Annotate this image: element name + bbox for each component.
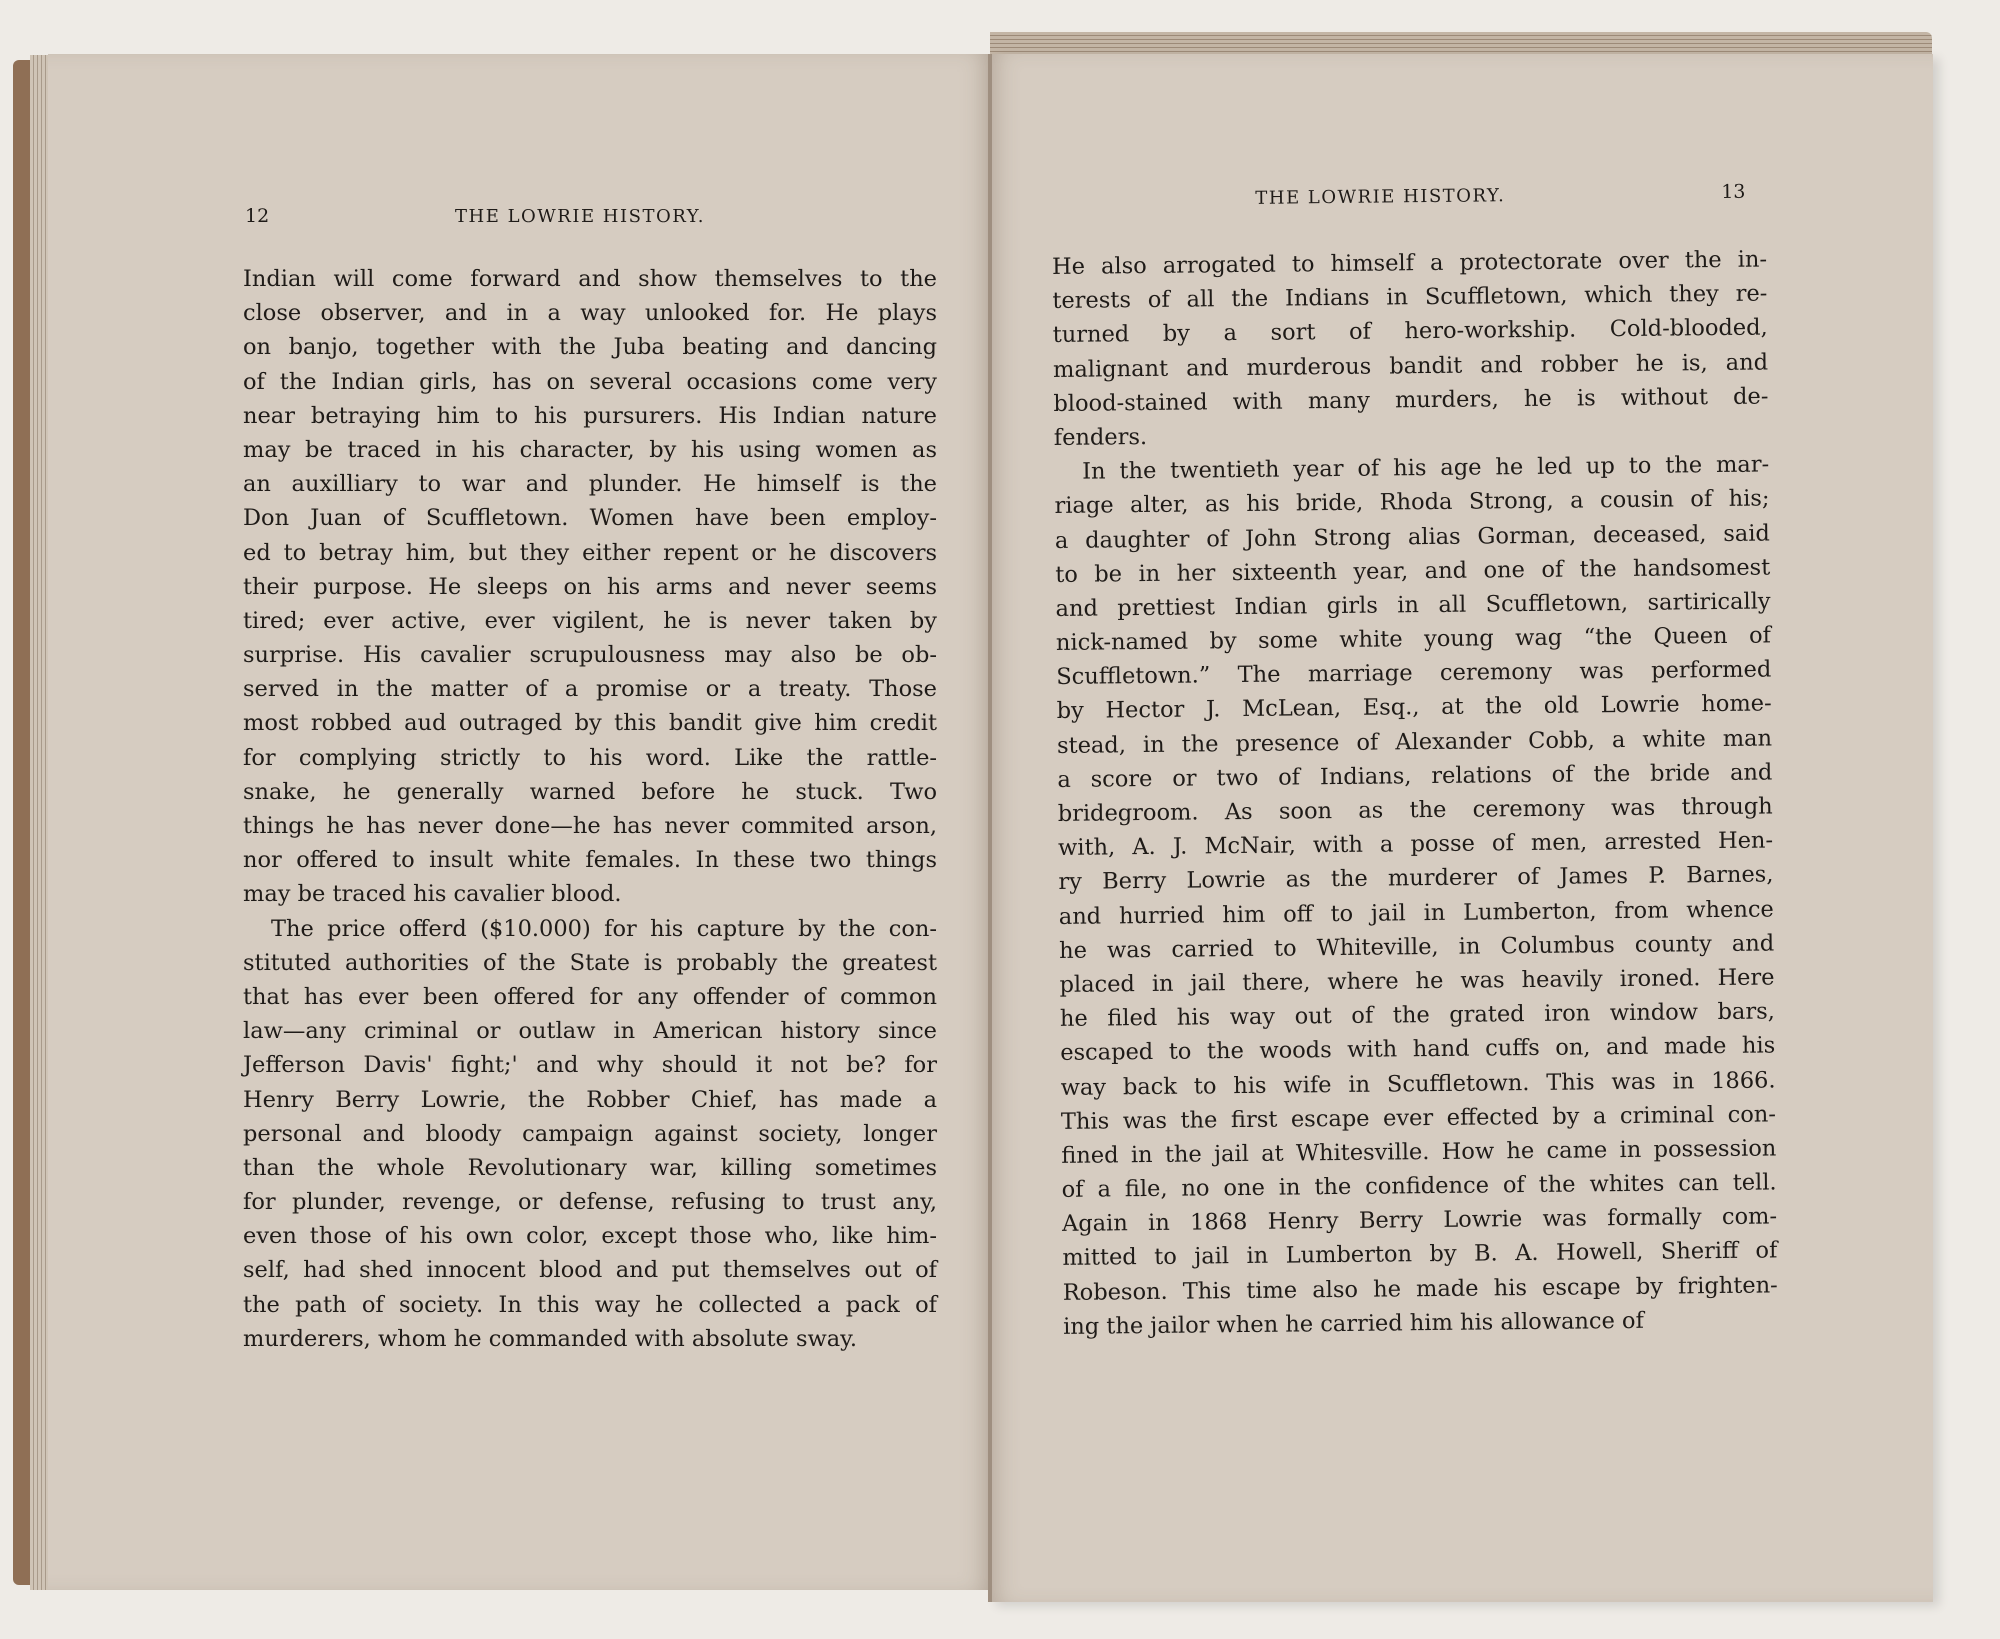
text-line: tired; ever active, ever vigilent, he is never taken by bbox=[243, 607, 937, 634]
text-line: bridegroom. As soon as the ceremony was through bbox=[1057, 793, 1773, 827]
text-line: nor offered to insult white females. In these two things bbox=[243, 847, 937, 874]
text-line: to be in her sixteenth year, and one of the handsomest bbox=[1055, 554, 1771, 588]
text-line: he was carried to Whiteville, in Columbus county and bbox=[1059, 930, 1775, 964]
text-line: served in the matter of a promise or a treaty. Those bbox=[243, 676, 937, 703]
text-line: blood-stained with many murders, he is without de- bbox=[1053, 383, 1769, 417]
text-line: a daughter of John Strong alias Gorman, deceased, said bbox=[1054, 519, 1770, 554]
text-line: This was the first escape ever effected by a criminal con- bbox=[1060, 1101, 1777, 1135]
text-line: mitted to jail in Lumberton by B. A. Howell, Sheriff of bbox=[1062, 1237, 1778, 1272]
text-line: for plunder, revenge, or defense, refusing to trust any, bbox=[243, 1189, 937, 1216]
text-line: In the twentieth year of his age he led up to the mar- bbox=[1082, 451, 1770, 485]
text-line: close observer, and in a way unlooked for. He plays bbox=[243, 300, 937, 327]
text-line: malignant and murderous bandit and robber he is, and bbox=[1052, 349, 1769, 383]
running-head-right: THE LOWRIE HISTORY. bbox=[1255, 185, 1506, 209]
text-line: Indian will come forward and show themselves to the bbox=[243, 266, 937, 292]
text-line: and hurried him off to jail in Lumberton, from whence bbox=[1058, 896, 1774, 930]
text-line: of the Indian girls, has on several occasions come very bbox=[243, 368, 937, 395]
text-line: placed in jail there, where he was heavily ironed. Here bbox=[1059, 964, 1775, 998]
text-line: by Hector J. McLean, Esq., at the old Lowrie home- bbox=[1056, 690, 1772, 725]
text-line: Don Juan of Scuffletown. Women have been employ- bbox=[243, 505, 937, 532]
text-line: terests of all the Indians in Scuffletown, which they re- bbox=[1052, 280, 1768, 315]
text-line: Henry Berry Lowrie, the Robber Chief, has made a bbox=[243, 1086, 937, 1113]
text-line: self, had shed innocent blood and put themselves out of bbox=[243, 1257, 937, 1284]
text-line: may be traced in his character, by his using women as bbox=[243, 436, 937, 463]
text-line: Scuffletown.” The marriage ceremony was performed bbox=[1056, 656, 1772, 691]
text-line: with, A. J. McNair, with a posse of men, arrested Hen- bbox=[1057, 827, 1774, 862]
text-line: he filed his way out of the grated iron window bars, bbox=[1059, 998, 1775, 1033]
text-line: Robeson. This time also he made his escape by frighten- bbox=[1062, 1272, 1778, 1306]
text-line: even those of his own color, except those who, like him- bbox=[243, 1223, 937, 1250]
text-line: ed to betray him, but they either repent or he discovers bbox=[243, 539, 937, 566]
text-line: the path of society. In this way he collected a pack of bbox=[243, 1291, 937, 1318]
text-line: riage alter, as his bride, Rhoda Strong, a cousin of his; bbox=[1054, 485, 1770, 520]
text-line: things he has never done—he has never commited arson, bbox=[243, 813, 937, 839]
text-line: most robbed aud outraged by this bandit give him credit bbox=[243, 710, 937, 737]
text-line: Again in 1868 Henry Berry Lowrie was formally com- bbox=[1061, 1203, 1778, 1238]
text-line: for complying strictly to his word. Like the rattle- bbox=[243, 744, 937, 771]
text-line: and prettiest Indian girls in all Scuffletown, sartirically bbox=[1055, 588, 1771, 622]
text-line: law—any criminal or outlaw in American history since bbox=[243, 1018, 937, 1045]
text-line: turned by a sort of hero-workship. Cold-blooded, bbox=[1052, 314, 1768, 349]
text-line: fined in the jail at Whitesville. How he came in possession bbox=[1061, 1135, 1777, 1169]
text-line: murderers, whom he commanded with absolute sway. bbox=[243, 1325, 858, 1352]
text-line: a score or two of Indians, relations of the bride and bbox=[1057, 759, 1773, 793]
page-number-left: 12 bbox=[245, 205, 270, 227]
text-line: personal and bloody campaign against society, longer bbox=[243, 1120, 937, 1147]
text-line: snake, he generally warned before he stuck. Two bbox=[243, 778, 937, 805]
text-line: their purpose. He sleeps on his arms and never seems bbox=[243, 573, 937, 600]
text-line: ing the jailor when he carried him his allowance of bbox=[1062, 1307, 1644, 1340]
text-line: ry Berry Lowrie as the murderer of James P. Barnes, bbox=[1058, 861, 1774, 896]
page-number-right: 13 bbox=[1721, 180, 1746, 203]
text-line: an auxilliary to war and plunder. He himself is the bbox=[243, 471, 937, 498]
text-line: Jefferson Davis' fight;' and why should it not be? for bbox=[243, 1052, 937, 1079]
text-line: that has ever been offered for any offender of common bbox=[243, 983, 937, 1010]
text-line: fenders. bbox=[1053, 423, 1148, 451]
text-line: escaped to the woods with hand cuffs on, and made his bbox=[1060, 1032, 1776, 1067]
text-line: than the whole Revolutionary war, killing sometimes bbox=[243, 1154, 937, 1181]
text-line: near betraying him to his pursurers. His Indian nature bbox=[243, 402, 937, 429]
running-head-left: THE LOWRIE HISTORY. bbox=[455, 206, 705, 227]
text-line: surprise. His cavalier scrupulousness may also be ob- bbox=[243, 642, 937, 669]
right-page-text bbox=[1052, 242, 1778, 1343]
text-line: way back to his wife in Scuffletown. This was in 1866. bbox=[1060, 1066, 1776, 1101]
text-line: stead, in the presence of Alexander Cobb, a white man bbox=[1056, 725, 1773, 759]
text-line: stituted authorities of the State is probably the greatest bbox=[243, 949, 937, 976]
text-line: The price offerd ($10.000) for his capture by the con- bbox=[271, 915, 937, 942]
text-line: nick-named by some white young wag “the Queen of bbox=[1055, 622, 1772, 657]
text-line: may be traced his cavalier blood. bbox=[243, 881, 622, 908]
text-line: on banjo, together with the Juba beating and dancing bbox=[243, 334, 937, 361]
text-line: of a file, no one in the confidence of the whites can tell. bbox=[1061, 1169, 1777, 1203]
text-line: He also arrogated to himself a protectorate over the in- bbox=[1051, 246, 1768, 280]
